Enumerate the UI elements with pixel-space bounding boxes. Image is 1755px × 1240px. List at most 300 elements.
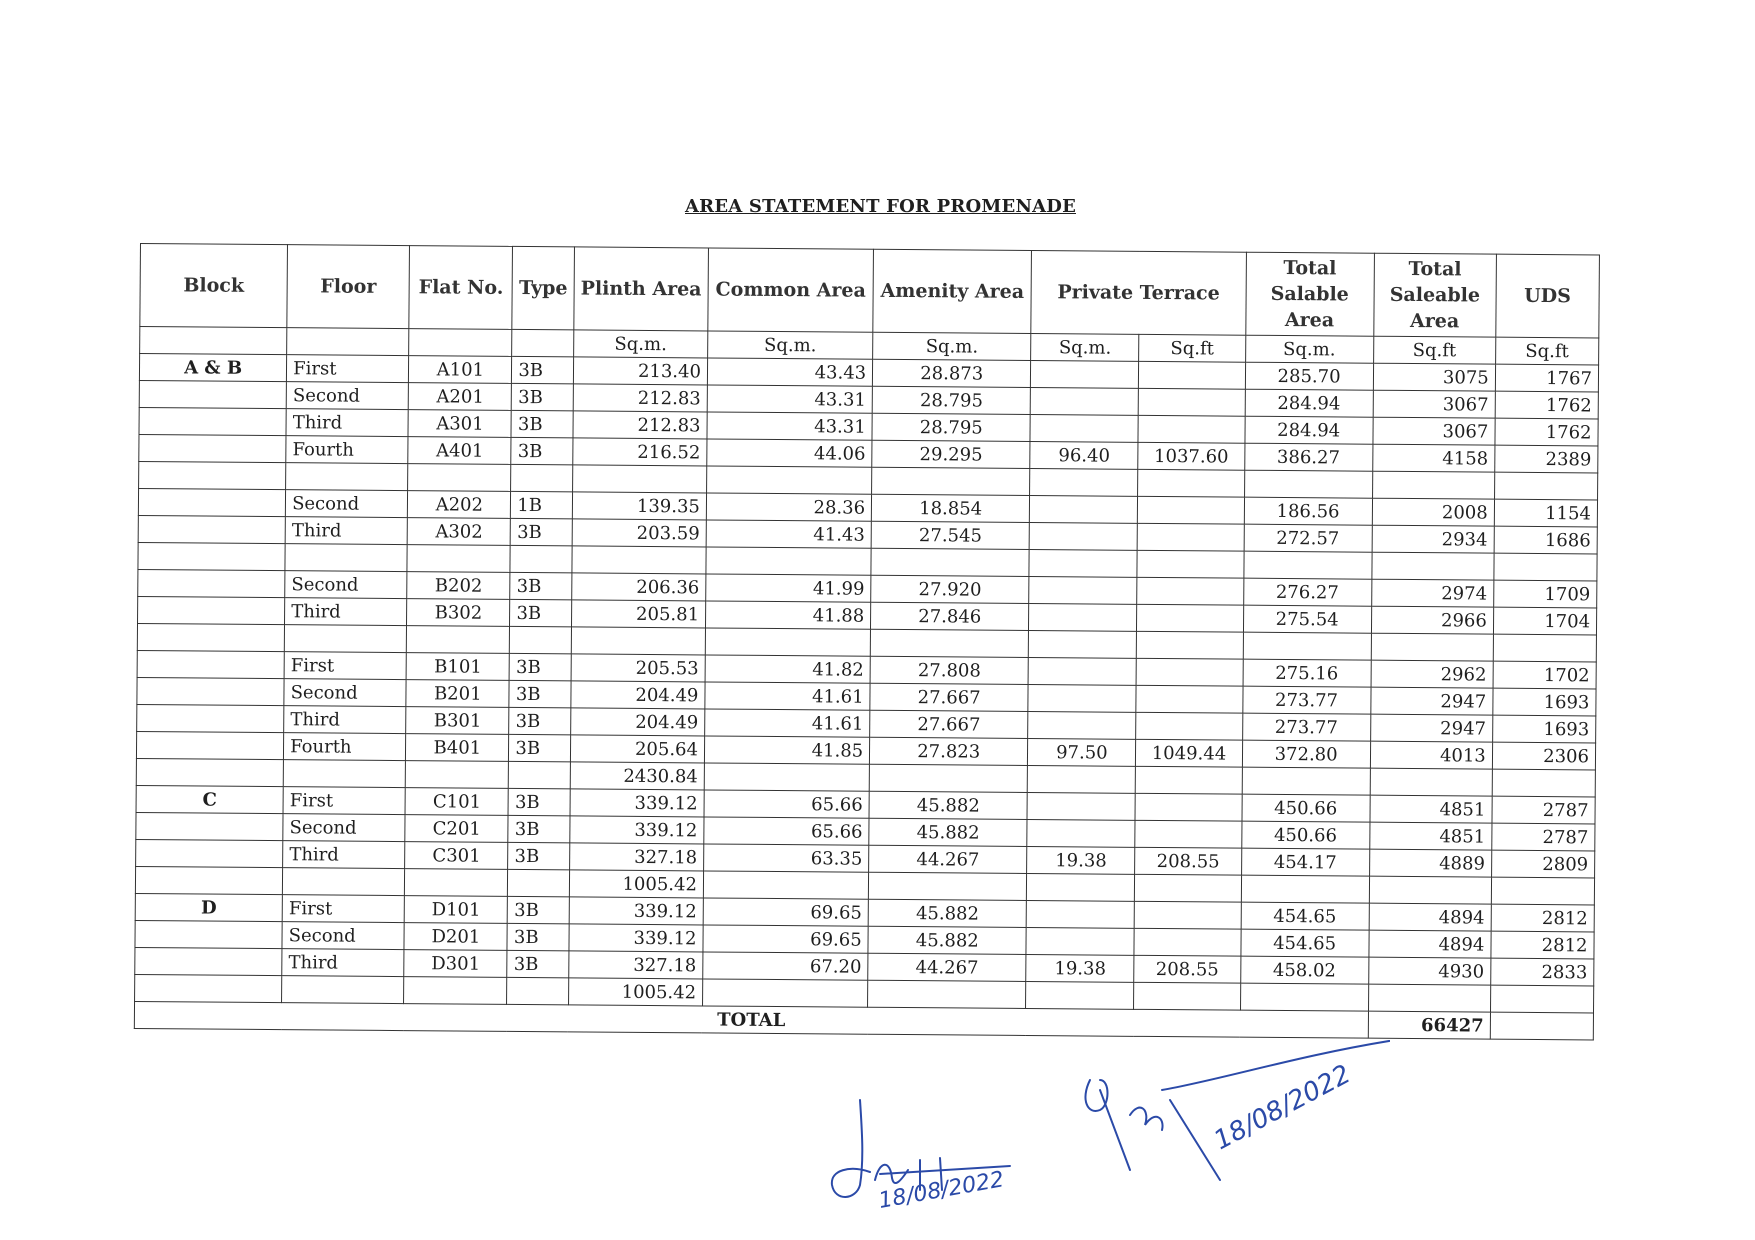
row-common-area <box>706 547 871 575</box>
row-common-area <box>703 871 868 899</box>
row-salable-sqm <box>1241 875 1369 903</box>
row-salable-sqm: 276.27 <box>1243 578 1371 606</box>
unit-salable-sqm: Sq.m. <box>1245 335 1373 363</box>
row-uds: 1704 <box>1493 607 1596 635</box>
row-flat-no: A301 <box>408 410 511 438</box>
row-flat-no: A401 <box>408 437 511 465</box>
row-salable-sqm: 372.80 <box>1242 740 1370 768</box>
row-flat-no <box>406 761 509 789</box>
row-type <box>509 761 571 788</box>
row-common-area: 41.99 <box>706 574 871 602</box>
row-terrace-sqft <box>1134 928 1240 956</box>
row-floor <box>283 760 405 788</box>
row-type: 3B <box>511 437 573 464</box>
row-uds: 1693 <box>1492 715 1595 743</box>
row-amenity-area: 28.795 <box>872 413 1030 441</box>
row-flat-no: A101 <box>409 356 512 384</box>
row-terrace-sqm: 97.50 <box>1028 738 1136 766</box>
row-flat-no: C301 <box>405 842 508 870</box>
row-amenity-area: 45.882 <box>869 791 1027 819</box>
unit-common: Sq.m. <box>708 331 873 359</box>
row-terrace-sqft <box>1137 604 1243 632</box>
row-flat-no: A302 <box>407 518 510 546</box>
row-floor <box>285 544 407 572</box>
row-floor <box>283 868 405 896</box>
row-saleable-sqft: 4894 <box>1369 930 1491 958</box>
unit-terrace-sqm: Sq.m. <box>1031 334 1139 362</box>
row-flat-no: B401 <box>406 734 509 762</box>
header-uds: UDS <box>1496 254 1600 338</box>
row-uds <box>1494 472 1597 500</box>
row-salable-sqm: 275.16 <box>1243 659 1371 687</box>
signature-left-icon <box>820 1090 1030 1215</box>
row-floor: Second <box>284 679 406 707</box>
header-flat-no: Flat No. <box>409 246 513 330</box>
row-block <box>139 434 286 462</box>
row-amenity-area: 45.882 <box>869 818 1027 846</box>
row-saleable-sqft: 3067 <box>1373 417 1495 445</box>
row-type: 3B <box>508 788 570 815</box>
row-terrace-sqft <box>1134 982 1240 1010</box>
row-saleable-sqft: 3075 <box>1373 363 1495 391</box>
row-uds: 2809 <box>1491 850 1594 878</box>
row-type: 3B <box>508 896 570 923</box>
row-type: 3B <box>512 356 574 383</box>
row-plinth-area: 327.18 <box>569 951 703 979</box>
row-terrace-sqft <box>1139 361 1245 389</box>
row-plinth-area <box>572 546 706 574</box>
row-terrace-sqm <box>1026 981 1134 1009</box>
row-flat-no: D101 <box>404 896 507 924</box>
row-amenity-area <box>869 872 1027 900</box>
row-terrace-sqm <box>1029 576 1137 604</box>
row-terrace-sqm <box>1027 792 1135 820</box>
unit-saleable-sqft: Sq.ft <box>1373 336 1495 364</box>
row-salable-sqm <box>1244 470 1372 498</box>
row-block <box>137 677 284 705</box>
row-common-area <box>707 466 872 494</box>
row-uds: 2389 <box>1495 445 1598 473</box>
row-block <box>138 596 285 624</box>
row-terrace-sqm <box>1029 603 1137 631</box>
row-plinth-area: 205.53 <box>571 654 705 682</box>
row-type <box>510 626 572 653</box>
row-block <box>136 731 283 759</box>
total-saleable-sqft: 66427 <box>1368 1011 1490 1039</box>
row-saleable-sqft: 4930 <box>1368 957 1490 985</box>
row-plinth-area: 1005.42 <box>568 978 702 1006</box>
row-block <box>138 569 285 597</box>
row-flat-no: B201 <box>406 680 509 708</box>
row-block <box>136 839 283 867</box>
row-terrace-sqm <box>1026 900 1134 928</box>
row-type <box>511 464 573 491</box>
row-type: 3B <box>509 734 571 761</box>
row-amenity-area: 27.545 <box>871 521 1029 549</box>
unit-cell <box>512 329 574 356</box>
header-amenity-area: Amenity Area <box>873 249 1032 333</box>
row-terrace-sqft <box>1136 658 1242 686</box>
row-terrace-sqft <box>1135 874 1241 902</box>
row-saleable-sqft <box>1370 768 1492 796</box>
row-salable-sqm <box>1243 551 1371 579</box>
row-floor: Third <box>284 706 406 734</box>
row-uds: 1154 <box>1494 499 1597 527</box>
row-terrace-sqm <box>1030 414 1138 442</box>
row-amenity-area: 27.667 <box>870 710 1028 738</box>
row-floor: First <box>283 787 405 815</box>
row-saleable-sqft <box>1369 876 1491 904</box>
row-terrace-sqft <box>1135 793 1241 821</box>
page-title: AREA STATEMENT FOR PROMENADE <box>685 196 1076 217</box>
row-salable-sqm: 186.56 <box>1244 497 1372 525</box>
row-plinth-area: 203.59 <box>572 519 706 547</box>
row-floor: Second <box>285 571 407 599</box>
row-common-area: 41.61 <box>705 682 870 710</box>
row-common-area: 63.35 <box>704 844 869 872</box>
row-amenity-area: 27.823 <box>870 737 1028 765</box>
row-floor: First <box>282 895 404 923</box>
row-uds: 2812 <box>1491 904 1594 932</box>
row-flat-no: B101 <box>406 653 509 681</box>
row-type <box>510 545 572 572</box>
row-block <box>137 704 284 732</box>
row-terrace-sqft <box>1136 685 1242 713</box>
row-plinth-area: 1005.42 <box>569 870 703 898</box>
header-plinth-area: Plinth Area <box>574 247 709 331</box>
row-block <box>135 920 282 948</box>
svg-text:18/08/2022: 18/08/2022 <box>1209 1059 1356 1157</box>
row-common-area: 67.20 <box>703 952 868 980</box>
row-plinth-area: 339.12 <box>569 924 703 952</box>
unit-amenity: Sq.m. <box>873 332 1031 360</box>
row-terrace-sqm <box>1027 873 1135 901</box>
row-saleable-sqft <box>1372 552 1494 580</box>
unit-cell <box>140 327 287 355</box>
header-common-area: Common Area <box>708 248 874 332</box>
row-uds: 1762 <box>1495 391 1598 419</box>
row-uds: 2306 <box>1492 742 1595 770</box>
row-saleable-sqft: 2947 <box>1370 714 1492 742</box>
row-saleable-sqft <box>1371 633 1493 661</box>
row-saleable-sqft: 4889 <box>1369 849 1491 877</box>
row-uds <box>1490 985 1593 1013</box>
row-floor: Second <box>286 382 408 410</box>
row-floor: Third <box>283 841 405 869</box>
row-salable-sqm <box>1240 983 1368 1011</box>
row-floor <box>282 976 404 1004</box>
row-block: C <box>136 785 283 813</box>
row-terrace-sqm <box>1030 468 1138 496</box>
row-salable-sqm: 273.77 <box>1242 713 1370 741</box>
row-common-area: 65.66 <box>704 790 869 818</box>
row-flat-no: D301 <box>404 950 507 978</box>
row-type: 3B <box>507 923 569 950</box>
row-terrace-sqm <box>1028 684 1136 712</box>
row-type <box>507 977 569 1004</box>
unit-uds: Sq.ft <box>1495 337 1598 365</box>
row-flat-no: B301 <box>406 707 509 735</box>
row-plinth-area <box>572 465 706 493</box>
row-flat-no <box>405 869 508 897</box>
row-salable-sqm: 454.17 <box>1241 848 1369 876</box>
row-block <box>138 515 285 543</box>
svg-text:18/08/2022: 18/08/2022 <box>876 1167 1006 1214</box>
header-total-salable-area: Total Salable Area <box>1245 252 1374 336</box>
row-plinth-area <box>571 627 705 655</box>
row-terrace-sqft <box>1136 712 1242 740</box>
row-plinth-area: 206.36 <box>572 573 706 601</box>
row-salable-sqm: 450.66 <box>1242 794 1370 822</box>
header-private-terrace: Private Terrace <box>1031 251 1246 336</box>
row-floor: Fourth <box>286 436 408 464</box>
row-flat-no <box>407 545 510 573</box>
row-common-area: 28.36 <box>706 493 871 521</box>
row-plinth-area: 339.12 <box>569 897 703 925</box>
row-common-area: 69.65 <box>703 898 868 926</box>
row-terrace-sqft <box>1135 820 1241 848</box>
row-type: 3B <box>511 518 573 545</box>
row-flat-no <box>404 977 507 1005</box>
row-block: A & B <box>139 354 286 382</box>
row-block: D <box>135 893 282 921</box>
table-body <box>135 354 1599 1013</box>
row-plinth-area: 212.83 <box>573 384 707 412</box>
row-floor: Third <box>282 949 404 977</box>
row-uds: 2787 <box>1492 796 1595 824</box>
row-type: 3B <box>508 842 570 869</box>
row-floor: Third <box>286 409 408 437</box>
row-terrace-sqm <box>1027 819 1135 847</box>
row-floor: Second <box>286 490 408 518</box>
row-terrace-sqft: 1037.60 <box>1138 442 1244 470</box>
row-uds: 1767 <box>1495 364 1598 392</box>
row-block <box>135 974 282 1002</box>
row-type: 3B <box>509 680 571 707</box>
row-block <box>137 650 284 678</box>
row-saleable-sqft: 4013 <box>1370 741 1492 769</box>
row-saleable-sqft: 4851 <box>1370 795 1492 823</box>
row-block <box>136 758 283 786</box>
row-terrace-sqm <box>1026 927 1134 955</box>
row-type: 3B <box>510 599 572 626</box>
row-terrace-sqm <box>1028 765 1136 793</box>
row-common-area <box>705 628 870 656</box>
row-amenity-area: 44.267 <box>869 845 1027 873</box>
row-common-area: 41.88 <box>705 601 870 629</box>
row-type: 3B <box>509 653 571 680</box>
row-amenity-area <box>868 980 1026 1008</box>
row-common-area <box>702 979 867 1007</box>
header-row <box>140 244 1600 338</box>
row-flat-no: B202 <box>407 572 510 600</box>
row-amenity-area: 27.667 <box>870 683 1028 711</box>
row-uds: 1762 <box>1495 418 1598 446</box>
row-amenity-area <box>872 467 1030 495</box>
row-saleable-sqft <box>1368 984 1490 1012</box>
row-floor <box>284 625 406 653</box>
row-terrace-sqm <box>1028 711 1136 739</box>
header-type: Type <box>512 246 574 329</box>
row-saleable-sqft <box>1372 471 1494 499</box>
row-floor: First <box>284 652 406 680</box>
row-plinth-area: 213.40 <box>573 357 707 385</box>
unit-plinth: Sq.m. <box>574 330 708 358</box>
row-amenity-area: 27.846 <box>871 602 1029 630</box>
row-floor: Third <box>285 598 407 626</box>
row-amenity-area: 18.854 <box>871 494 1029 522</box>
row-saleable-sqft: 4158 <box>1372 444 1494 472</box>
row-terrace-sqft <box>1138 496 1244 524</box>
row-terrace-sqft <box>1137 550 1243 578</box>
row-type: 3B <box>511 410 573 437</box>
row-terrace-sqm <box>1030 387 1138 415</box>
row-uds <box>1494 553 1597 581</box>
row-salable-sqm: 275.54 <box>1243 605 1371 633</box>
row-salable-sqm <box>1243 632 1371 660</box>
row-block <box>135 947 282 975</box>
row-terrace-sqm <box>1028 657 1136 685</box>
row-saleable-sqft: 4894 <box>1369 903 1491 931</box>
row-plinth-area: 205.64 <box>570 735 704 763</box>
row-uds: 1709 <box>1493 580 1596 608</box>
row-type: 3B <box>508 815 570 842</box>
row-terrace-sqft <box>1136 766 1242 794</box>
row-terrace-sqft <box>1137 631 1243 659</box>
row-common-area <box>704 763 869 791</box>
row-uds: 1702 <box>1493 661 1596 689</box>
row-amenity-area: 28.873 <box>873 359 1031 387</box>
row-type: 3B <box>507 950 569 977</box>
row-plinth-area: 339.12 <box>570 816 704 844</box>
unit-terrace-sqft: Sq.ft <box>1139 334 1245 362</box>
row-floor: First <box>287 355 409 383</box>
row-terrace-sqft <box>1135 901 1241 929</box>
row-terrace-sqft <box>1138 523 1244 551</box>
total-label: TOTAL <box>134 1001 1368 1038</box>
area-statement-table <box>134 243 1600 1040</box>
row-plinth-area: 339.12 <box>570 789 704 817</box>
row-block <box>136 812 283 840</box>
row-floor <box>286 463 408 491</box>
row-common-area: 43.43 <box>707 358 872 386</box>
row-plinth-area: 216.52 <box>573 438 707 466</box>
row-uds <box>1492 769 1595 797</box>
row-salable-sqm: 386.27 <box>1244 443 1372 471</box>
row-terrace-sqft <box>1137 577 1243 605</box>
row-flat-no: D201 <box>404 923 507 951</box>
row-amenity-area: 45.882 <box>868 926 1026 954</box>
row-flat-no: C201 <box>405 815 508 843</box>
row-common-area: 41.43 <box>706 520 871 548</box>
row-flat-no <box>408 464 511 492</box>
row-saleable-sqft: 2934 <box>1372 525 1494 553</box>
row-salable-sqm: 458.02 <box>1240 956 1368 984</box>
row-amenity-area: 29.295 <box>872 440 1030 468</box>
row-saleable-sqft: 2008 <box>1372 498 1494 526</box>
row-plinth-area: 205.81 <box>571 600 705 628</box>
row-plinth-area: 204.49 <box>571 708 705 736</box>
row-type: 1B <box>511 491 573 518</box>
row-amenity-area <box>870 629 1028 657</box>
row-terrace-sqft <box>1138 469 1244 497</box>
row-terrace-sqm: 19.38 <box>1026 954 1134 982</box>
row-salable-sqm: 272.57 <box>1244 524 1372 552</box>
row-salable-sqm: 454.65 <box>1241 902 1369 930</box>
row-common-area: 41.85 <box>704 736 869 764</box>
row-salable-sqm: 284.94 <box>1244 416 1372 444</box>
row-common-area: 69.65 <box>703 925 868 953</box>
row-floor: Second <box>282 922 404 950</box>
signature-right-icon <box>1070 1040 1390 1190</box>
row-terrace-sqft <box>1138 415 1244 443</box>
row-salable-sqm: 273.77 <box>1242 686 1370 714</box>
row-plinth-area: 212.83 <box>573 411 707 439</box>
row-block <box>139 407 286 435</box>
row-flat-no <box>407 626 510 654</box>
row-type <box>508 869 570 896</box>
row-plinth-area: 204.49 <box>571 681 705 709</box>
row-salable-sqm: 285.70 <box>1245 362 1373 390</box>
row-salable-sqm: 450.66 <box>1241 821 1369 849</box>
row-uds <box>1493 634 1596 662</box>
row-terrace-sqft: 208.55 <box>1134 955 1240 983</box>
row-type: 3B <box>509 707 571 734</box>
row-salable-sqm <box>1242 767 1370 795</box>
row-block <box>137 623 284 651</box>
row-terrace-sqm: 19.38 <box>1027 846 1135 874</box>
row-terrace-sqm <box>1029 630 1137 658</box>
row-type: 3B <box>512 383 574 410</box>
row-terrace-sqm <box>1029 549 1137 577</box>
row-uds: 1693 <box>1493 688 1596 716</box>
row-type: 3B <box>510 572 572 599</box>
row-terrace-sqm <box>1029 522 1137 550</box>
header-total-saleable-area: Total Saleable Area <box>1373 253 1496 337</box>
row-uds <box>1491 877 1594 905</box>
row-flat-no: B302 <box>407 599 510 627</box>
header-floor: Floor <box>287 245 410 329</box>
row-flat-no: A201 <box>408 383 511 411</box>
row-terrace-sqft: 1049.44 <box>1136 739 1242 767</box>
header-block: Block <box>140 244 288 328</box>
row-common-area: 65.66 <box>704 817 869 845</box>
row-salable-sqm: 284.94 <box>1245 389 1373 417</box>
row-amenity-area: 27.808 <box>870 656 1028 684</box>
unit-cell <box>409 329 512 357</box>
row-flat-no: C101 <box>405 788 508 816</box>
row-block <box>139 380 286 408</box>
row-amenity-area <box>869 764 1027 792</box>
row-block <box>138 488 285 516</box>
row-common-area: 41.82 <box>705 655 870 683</box>
row-floor: Third <box>285 517 407 545</box>
row-terrace-sqft <box>1139 388 1245 416</box>
row-saleable-sqft: 2974 <box>1371 579 1493 607</box>
row-saleable-sqft: 2966 <box>1371 606 1493 634</box>
row-common-area: 43.31 <box>707 412 872 440</box>
unit-cell <box>287 328 409 356</box>
row-terrace-sqm <box>1031 361 1139 389</box>
row-common-area: 43.31 <box>707 385 872 413</box>
row-plinth-area: 327.18 <box>570 843 704 871</box>
row-saleable-sqft: 2962 <box>1371 660 1493 688</box>
row-terrace-sqm: 96.40 <box>1030 441 1138 469</box>
row-common-area: 44.06 <box>707 439 872 467</box>
row-amenity-area: 45.882 <box>868 899 1026 927</box>
row-amenity-area <box>871 548 1029 576</box>
total-uds <box>1490 1012 1593 1040</box>
